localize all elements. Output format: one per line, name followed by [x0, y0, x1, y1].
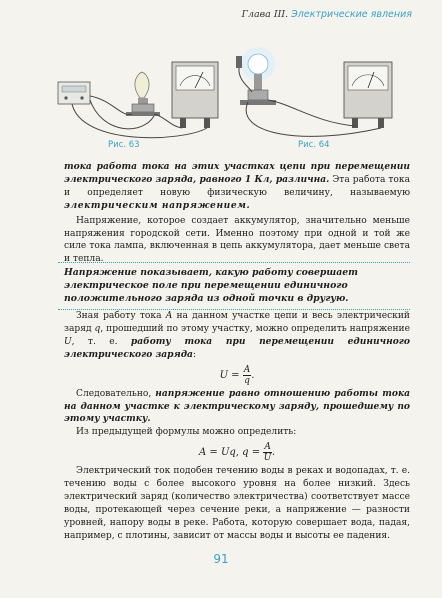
caption-fig63: Рис. 63 [108, 140, 140, 150]
paragraph-6: Электрический ток подобен течению воды в реках и водопадах, т. е. течению воды с более высокого уровня на более низкий. Здесь электрический заряд (количество электричества) соответствует массе воды, протекающей через сечение реки, а напряжение — разности уровней, напору воды в реке. Работа, которую совершает вода, падая, например, с плотины, зависит от массы воды и высоты ее падения. [64, 466, 410, 541]
p3-var-u: U [64, 336, 72, 347]
topic-label: Электрические явления [291, 9, 412, 20]
f1-num: A [243, 364, 251, 375]
f2-mid: q = [242, 447, 261, 459]
caption-fig64: Рис. 64 [298, 140, 330, 150]
paragraph-2: Напряжение, которое создает аккумулятор, значительно меньше напряжения городской сети. Именно поэтому при одной и той же силе тока лампа, включенная в цепь аккумулятора, дает меньше света и тепла. [64, 215, 410, 265]
p3-b: на данном участке цепи и весь электрический заряд [64, 311, 410, 334]
p3-emph: работу тока при перемещении единичного электрического заряда [64, 335, 410, 360]
p3-a: Зная работу тока [76, 311, 166, 321]
text-block-top [64, 161, 410, 266]
key-definition-box [58, 262, 410, 310]
p4-emph: напряжение равно отношению работы тока на данном участке к электрическому заряду, прошедшему по этому участку. [64, 387, 410, 425]
f1-den: q [244, 375, 250, 386]
p3-var-q: q [94, 323, 101, 334]
f1-end: . [251, 369, 255, 381]
paragraph-3 [64, 310, 410, 362]
f2-end: . [271, 447, 275, 459]
f2-left: A = Uq, [199, 447, 239, 459]
f2-num: A [264, 442, 271, 453]
formula-voltage [64, 365, 410, 386]
f1-fraction [243, 364, 255, 386]
p3-c: , прошедший по этому участку, можно определить напряжение [100, 323, 410, 334]
fig63-voltmeter [172, 62, 218, 128]
fig63-battery [58, 82, 90, 104]
p4-a: Следовательно, [76, 388, 156, 399]
p1-regular: Эта работа тока и определяет новую физическую величину, называемую [64, 174, 410, 198]
p1-italic: тока работа тока на этих участках цепи при перемещении электрического заряда, равного 1 Кл, различна. [64, 161, 410, 185]
chapter-label: Глава III. [241, 9, 289, 20]
p3-var-a: A [165, 311, 173, 321]
p1-term: электрическим напряжением. [64, 199, 251, 211]
p3-d: , т. е. [71, 336, 131, 347]
paragraph-1 [64, 161, 410, 213]
page-number: 91 [213, 552, 229, 566]
fig63-bulb [126, 72, 160, 116]
formula-derived [64, 442, 410, 463]
f1-lhs: U = [219, 369, 240, 381]
running-header [242, 9, 412, 20]
paragraph-4 [64, 388, 410, 427]
figure-area [52, 34, 412, 160]
text-block-main [64, 310, 410, 543]
f2-den: U [263, 453, 272, 464]
p3-f: : [192, 349, 197, 360]
definition-text: Напряжение показывает, какую работу совершает электрическое поле при перемещении единичного положительного заряда из одной точки в другую. [64, 267, 359, 304]
paragraph-5: Из предыдущей формулы можно определить: [76, 427, 297, 438]
circuit-illustrations [52, 34, 412, 160]
f2-fraction [263, 442, 272, 463]
fig64-voltmeter [344, 62, 392, 128]
fig64-bulb [240, 47, 276, 105]
